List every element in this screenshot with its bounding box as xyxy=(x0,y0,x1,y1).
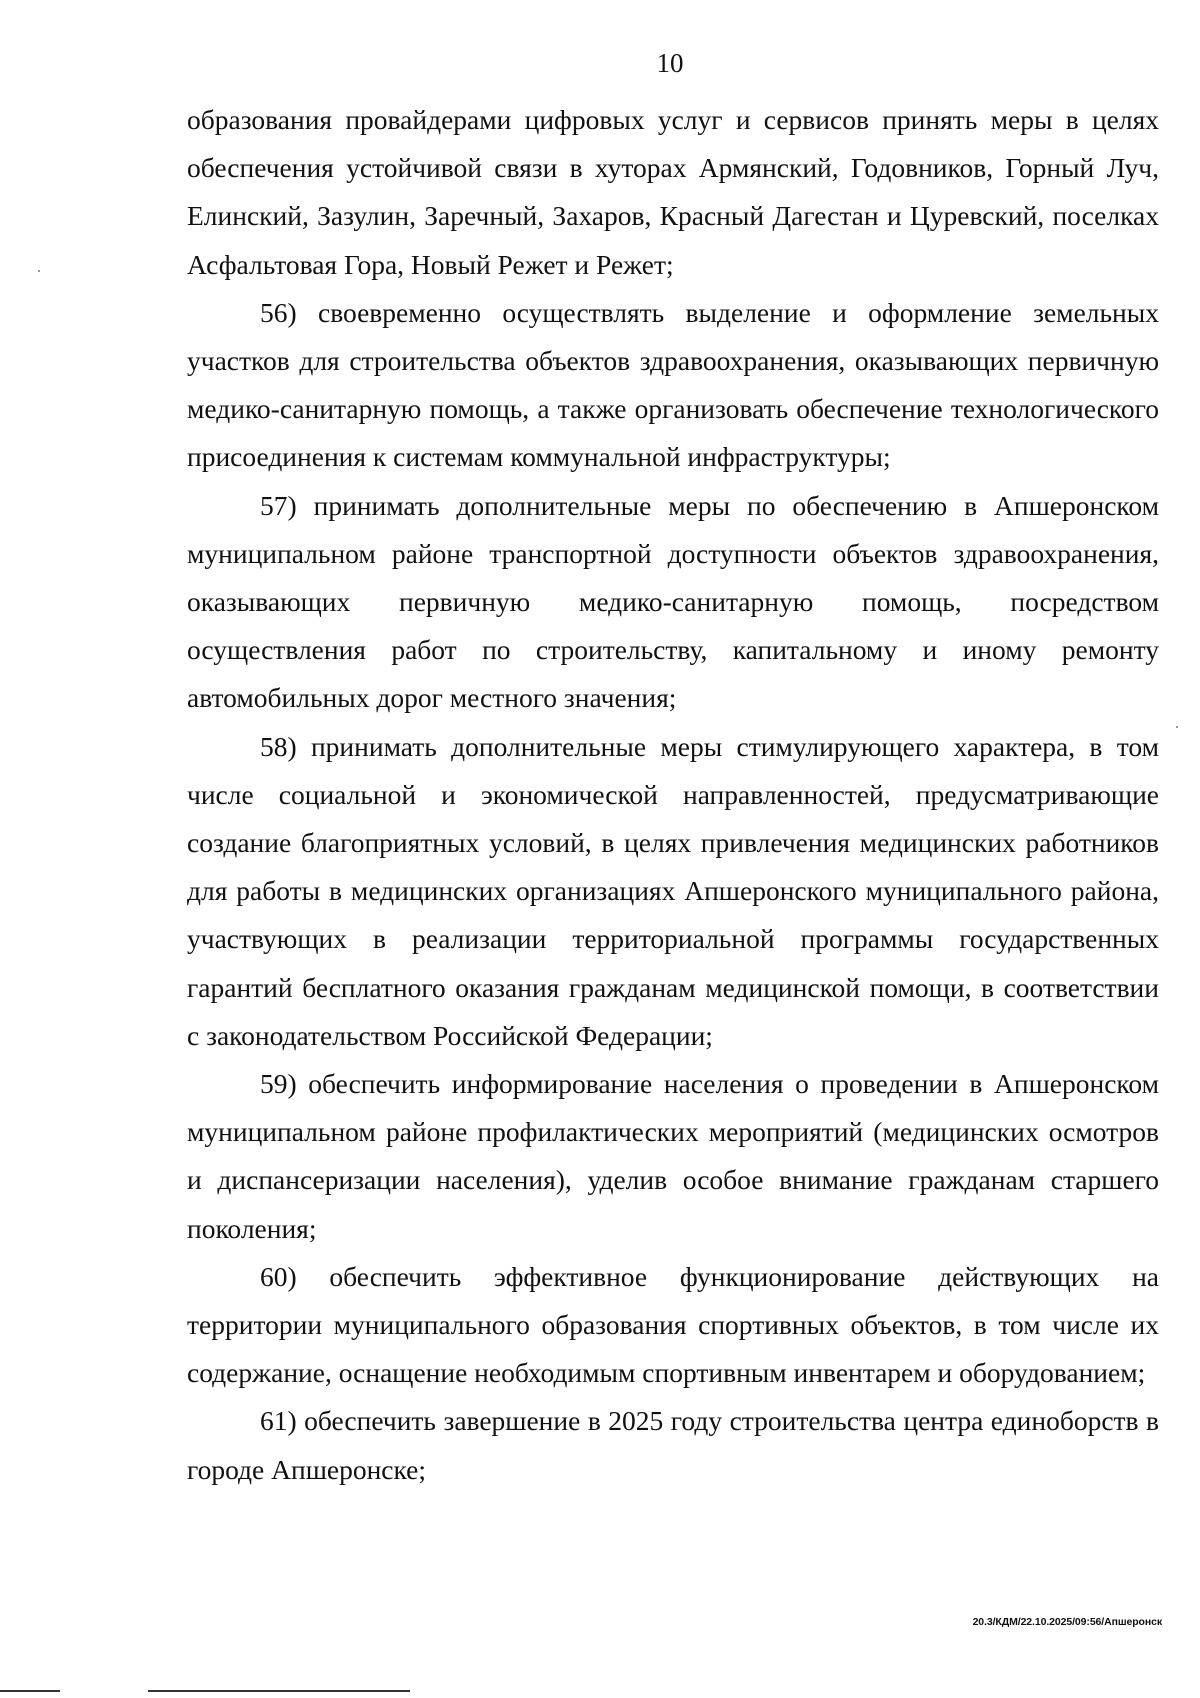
scan-edge-line xyxy=(0,1690,60,1692)
paragraph-item-59: 59) обеспечить информирование населения о проведении в Апшеронском муниципальном районе профилактических мероприятий (медицинских осмотров и диспансеризации населения), уделив особое внимание гражданам старшего поколения; xyxy=(187,1068,1159,1244)
scan-speck xyxy=(1176,726,1178,728)
body-text xyxy=(187,96,1159,1494)
page-number: 10 xyxy=(656,48,684,78)
scan-speck xyxy=(38,270,40,272)
paragraph-item-58: 58) принимать дополнительные меры стимулирующего характера, в том числе социальной и экономической направленностей, предусматривающие создание благоприятных условий, в целях привлечения медицинских работников для работы в медицинских организациях Апшеронского муниципального района, участвующих в реализации территориальной программы государственных гарантий бесплатного оказания гражданам медицинской помощи, в соответствии с законодательством Российской Федерации; xyxy=(187,730,1159,1051)
paragraph-item-56: 56) своевременно осуществлять выделение и оформление земельных участков для строительства объектов здравоохранения, оказывающих первичную медико-санитарную помощь, а также организовать обеспечение технологического присоединения к системам коммунальной инфраструктуры; xyxy=(187,296,1159,473)
paragraph-continuation: образования провайдерами цифровых услуг и сервисов принять меры в целях обеспечения устойчивой связи в хуторах Армянский, Годовников, Горный Луч, Елинский, Зазулин, Заречный, Захаров, Красный Дагестан и Цуревский, поселках Асфальтовая Гора, Новый Режет и Режет; xyxy=(187,104,1159,280)
scan-edge-line xyxy=(148,1690,410,1692)
paragraph-item-61: 61) обеспечить завершение в 2025 году строительства центра единоборств в городе Апшеронске; xyxy=(187,1405,1159,1485)
document-registration-code: 20.3/КДМ/22.10.2025/09:56/Апшеронск xyxy=(972,1616,1162,1628)
paragraph-item-57: 57) принимать дополнительные меры по обеспечению в Апшеронском муниципальном районе транспортной доступности объектов здравоохранения, оказывающих первичную медико-санитарную помощь, посредством осуществления работ по строительству, капитальному и иному ремонту автомобильных дорог местного значения; xyxy=(187,489,1159,714)
paragraph-item-60: 60) обеспечить эффективное функционирование действующих на территории муниципального образования спортивных объектов, в том числе их содержание, оснащение необходимым спортивным инвентарем и оборудованием; xyxy=(187,1260,1159,1389)
